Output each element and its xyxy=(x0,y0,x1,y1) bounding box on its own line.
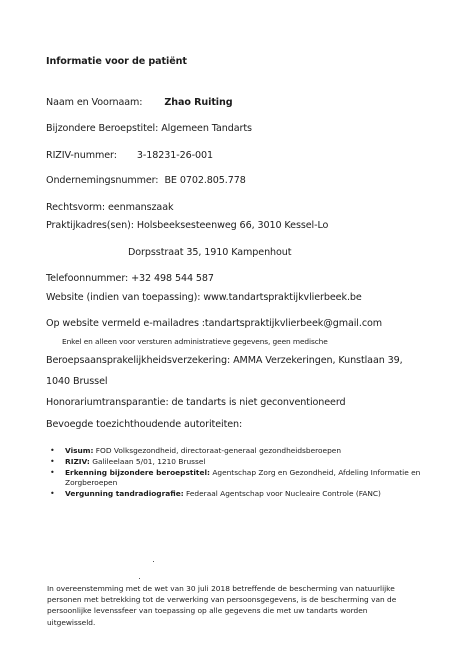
email-address: Op website vermeld e-mailadres :tandartspraktijkvlierbeek@gmail.com xyxy=(46,318,383,329)
bullet-icon: • xyxy=(50,446,55,455)
authority-text: Galileelaan 5/01, 1210 Brussel xyxy=(89,457,206,467)
enterprise-number-label: Ondernemingsnummer: xyxy=(46,175,159,186)
bullet-icon: • xyxy=(50,457,55,467)
enterprise-number-row xyxy=(46,175,246,186)
website: Website (indien van toepassing): www.tandartspraktijkvlierbeek.be xyxy=(46,292,362,303)
authority-text: Federaal Agentschap voor Nucleaire Controle (FANC) xyxy=(183,489,381,499)
riziv-label: RIZIV-nummer: xyxy=(46,150,117,161)
authority-item xyxy=(48,457,438,467)
authority-label: RIZIV: xyxy=(65,457,90,467)
insurance-line-2: 1040 Brussel xyxy=(46,376,108,387)
insurance-line-1: Beroepsaansprakelijkheidsverzekering: AMMA Verzekeringen, Kunstlaan 39, xyxy=(46,355,403,366)
authorities-list xyxy=(48,446,438,500)
riziv-row xyxy=(46,150,213,161)
practice-address-1: Praktijkadres(sen): Holsbeeksesteenweg 66, 3010 Kessel-Lo xyxy=(46,220,329,231)
privacy-notice: In overeenstemming met de wet van 30 juli 2018 betreffende de bescherming van natuurlijke personen met betrekking tot de verwerking van persoonsgegevens, is de bescherming van de persoonlijke levenssfeer van toepassing op alle gegevens die met uw tandarts worden uitgewisseld. xyxy=(47,584,397,627)
authority-item xyxy=(48,489,438,499)
authority-label: Visum: xyxy=(65,446,94,455)
authorities-heading: Bevoegde toezichthoudende autoriteiten: xyxy=(46,419,243,430)
authority-label: Erkenning bijzondere beroepstitel: xyxy=(65,468,210,478)
authority-text: Agentschap Zorg en Gezondheid, Afdeling Informatie en Zorgberoepen xyxy=(65,468,421,487)
authority-item xyxy=(48,468,438,487)
professional-title: Bijzondere Beroepstitel: Algemeen Tandarts xyxy=(46,123,252,134)
legal-form: Rechtsvorm: eenmanszaak xyxy=(46,202,174,213)
riziv-value: 3-18231-26-001 xyxy=(136,150,213,161)
phone-number: Telefoonnummer: +32 498 544 587 xyxy=(46,273,214,284)
scan-speck xyxy=(139,578,140,579)
name-value: Zhao Ruiting xyxy=(164,97,233,108)
bullet-icon: • xyxy=(50,468,55,478)
bullet-icon: • xyxy=(50,489,55,499)
email-note: Enkel en alleen voor versturen administratieve gegevens, geen medische xyxy=(62,337,328,346)
authority-label: Vergunning tandradiografie: xyxy=(65,489,184,499)
name-row xyxy=(46,97,233,108)
document-title: Informatie voor de patiënt xyxy=(46,56,187,67)
practice-address-2: Dorpsstraat 35, 1910 Kampenhout xyxy=(128,247,292,258)
scan-speck xyxy=(153,561,154,562)
authority-item xyxy=(48,446,438,456)
enterprise-number-value: BE 0702.805.778 xyxy=(164,175,246,186)
authority-text: FOD Volksgezondheid, directoraat-generaal gezondheidsberoepen xyxy=(93,446,342,455)
name-label: Naam en Voornaam: xyxy=(46,97,143,108)
fee-transparency: Honorariumtransparantie: de tandarts is niet geconventioneerd xyxy=(46,397,346,408)
